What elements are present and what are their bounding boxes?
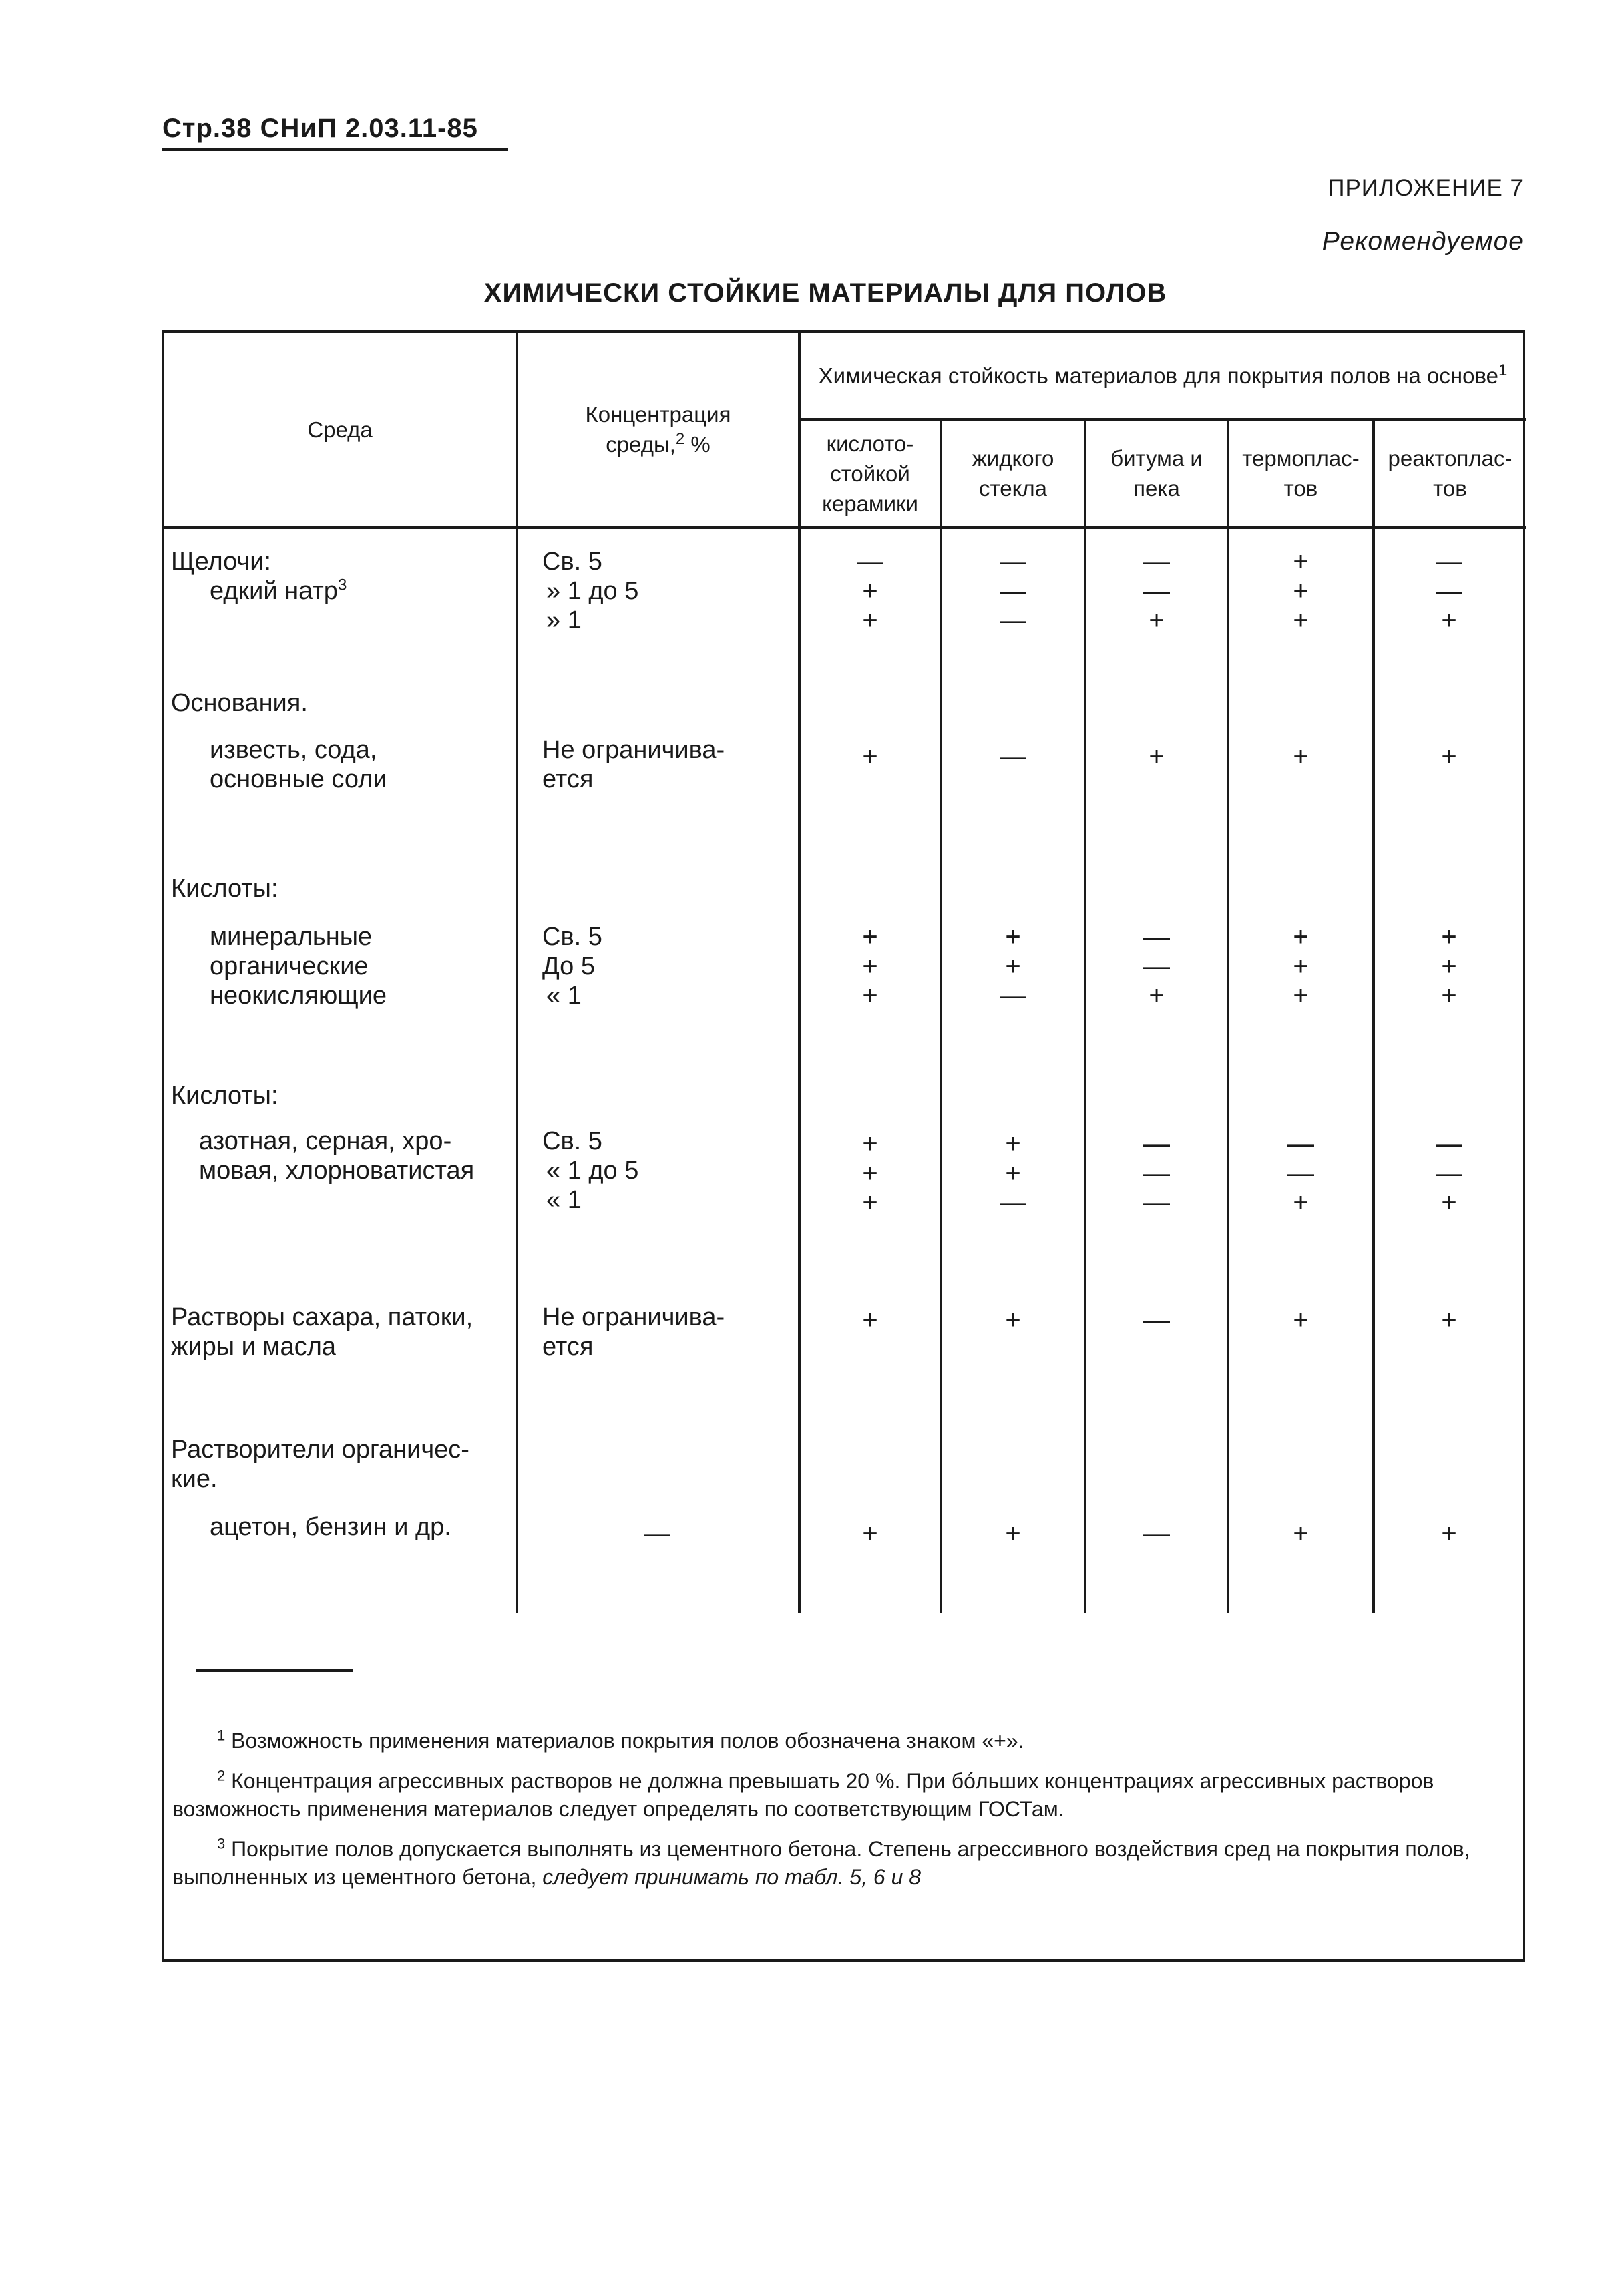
col-rule-bitumen <box>1227 418 1229 1613</box>
value-bitumen: — <box>1143 952 1170 981</box>
value-ceramic: + <box>862 1305 878 1335</box>
section-heading: Щелочи: <box>171 548 271 576</box>
col-rule-thermo <box>1372 418 1375 1613</box>
footnote-ref-3: 3 <box>337 576 347 594</box>
value-reacto: + <box>1441 981 1457 1010</box>
value-bitumen: — <box>1143 547 1170 576</box>
value-glass: — <box>1000 576 1026 606</box>
value-glass: + <box>1005 952 1021 981</box>
value-ceramic: + <box>862 742 878 771</box>
value-bitumen: — <box>1143 1519 1170 1548</box>
medium-name: Растворы сахара, патоки, <box>171 1303 473 1331</box>
value-bitumen: + <box>1149 606 1165 635</box>
concentration-value: « 1 <box>546 1186 582 1214</box>
value-thermo: — <box>1287 1159 1314 1188</box>
value-reacto: — <box>1436 576 1462 606</box>
footnote-separator <box>196 1669 353 1672</box>
recommended-label: Рекомендуемое <box>1322 227 1524 256</box>
value-glass: + <box>1005 1159 1021 1188</box>
medium-name-text: едкий натр <box>210 577 338 605</box>
header-bottom-rule <box>162 526 1526 529</box>
value-ceramic: + <box>862 576 878 606</box>
medium-name: неокисляющие <box>210 982 387 1010</box>
value-glass: — <box>1000 1188 1026 1217</box>
value-thermo: — <box>1287 1129 1314 1159</box>
header-medium: Среда <box>307 417 373 442</box>
value-ceramic: — <box>857 547 883 576</box>
value-reacto: — <box>1436 547 1462 576</box>
footnote-text-italic: следует принимать по табл. 5, 6 и 8 <box>536 1865 922 1889</box>
section-heading: Основания. <box>171 689 308 717</box>
value-reacto: + <box>1441 1305 1457 1335</box>
page-title: ХИМИЧЕСКИ СТОЙКИЕ МАТЕРИАЛЫ ДЛЯ ПОЛОВ <box>483 278 1167 308</box>
concentration-value: Не ограничива- <box>542 1303 725 1331</box>
value-bitumen: + <box>1149 981 1165 1010</box>
value-reacto: + <box>1441 606 1457 635</box>
value-thermo: + <box>1293 1305 1309 1335</box>
concentration-value: » 1 <box>546 606 582 634</box>
value-ceramic: + <box>862 1129 878 1159</box>
medium-name: азотная, серная, хро- <box>199 1127 452 1155</box>
concentration-value: ется <box>542 765 594 793</box>
value-thermo: + <box>1293 1519 1309 1548</box>
header-material-reacto: реактоплас-тов <box>1388 446 1512 501</box>
value-reacto: — <box>1436 1129 1462 1159</box>
value-reacto: + <box>1441 952 1457 981</box>
header-concentration-unit: % <box>690 432 710 457</box>
footnote-1 <box>172 1727 1514 1755</box>
value-bitumen: — <box>1143 1159 1170 1188</box>
appendix-label: ПРИЛОЖЕНИЕ 7 <box>1328 175 1524 201</box>
concentration-value: До 5 <box>542 952 595 980</box>
value-glass: + <box>1005 1519 1021 1548</box>
value-glass: — <box>1000 606 1026 635</box>
medium-name: минеральные <box>210 923 373 951</box>
concentration-value: » 1 до 5 <box>546 577 639 605</box>
footnote-text: Концентрация агрессивных растворов не должна превышать 20 %. При бóльших концентрациях агрессивных растворов возможность применения материалов следует определять по соответствующим ГОСТам. <box>172 1769 1434 1821</box>
value-ceramic: + <box>862 1519 878 1548</box>
value-bitumen: — <box>1143 922 1170 952</box>
footnote-text: Покрытие полов допускается выполнять из цементного бетона. Степень агрессивного воздействия сред на покрытия полов, выполненных из цементного бетона, <box>172 1837 1470 1889</box>
col-rule-ceramic <box>940 418 942 1613</box>
value-ceramic: + <box>862 1188 878 1217</box>
section-heading: Растворители органичес- <box>171 1436 469 1464</box>
value-thermo: + <box>1293 547 1309 576</box>
value-glass: — <box>1000 547 1026 576</box>
concentration-value: Св. 5 <box>542 548 602 576</box>
value-bitumen: — <box>1143 576 1170 606</box>
value-bitumen: + <box>1149 742 1165 771</box>
footnote-2 <box>172 1767 1514 1823</box>
value-bitumen: — <box>1143 1129 1170 1159</box>
value-thermo: + <box>1293 952 1309 981</box>
header-underline <box>162 148 508 151</box>
value-ceramic: + <box>862 1159 878 1188</box>
concentration-value: Св. 5 <box>542 1127 602 1155</box>
value-ceramic: + <box>862 606 878 635</box>
medium-name: мовая, хлорноватистая <box>199 1157 475 1185</box>
value-reacto: + <box>1441 1188 1457 1217</box>
value-glass: — <box>1000 981 1026 1010</box>
header-group-label: Химическая стойкость материалов для покрытия полов на основе <box>818 363 1498 388</box>
page-reference: Стр.38 СНиП 2.03.11-85 <box>162 114 478 143</box>
value-bitumen: — <box>1143 1305 1170 1335</box>
value-glass: + <box>1005 1129 1021 1159</box>
concentration-value: Св. 5 <box>542 923 602 951</box>
concentration-value: Не ограничива- <box>542 736 725 764</box>
concentration-value: ется <box>542 1333 594 1361</box>
concentration-value: « 1 <box>546 982 582 1010</box>
value-glass: + <box>1005 1305 1021 1335</box>
value-thermo: + <box>1293 1188 1309 1217</box>
header-material-bitumen: битума и пека <box>1110 446 1203 501</box>
medium-name: органические <box>210 952 369 980</box>
section-heading: Кислоты: <box>171 875 278 903</box>
value-ceramic: + <box>862 952 878 981</box>
footnote-ref-1: 1 <box>1498 361 1508 379</box>
concentration-value: « 1 до 5 <box>546 1157 639 1185</box>
section-heading: кие. <box>171 1465 218 1493</box>
section-heading: Кислоты: <box>171 1082 278 1110</box>
value-thermo: + <box>1293 742 1309 771</box>
medium-name <box>210 576 347 606</box>
value-thermo: + <box>1293 606 1309 635</box>
header-material-glass: жидкого стекла <box>972 446 1054 501</box>
value-reacto: + <box>1441 742 1457 771</box>
footnote-mark: 2 <box>217 1767 226 1784</box>
medium-name: основные соли <box>210 765 387 793</box>
footnote-ref-2: 2 <box>675 430 685 448</box>
value-thermo: + <box>1293 922 1309 952</box>
header-material-thermo: термоплас-тов <box>1242 446 1360 501</box>
header-concentration <box>518 333 798 526</box>
value-ceramic: + <box>862 922 878 952</box>
value-reacto: + <box>1441 922 1457 952</box>
footnote-mark: 3 <box>217 1835 226 1852</box>
header-group <box>801 333 1525 418</box>
value-reacto: — <box>1436 1159 1462 1188</box>
value-thermo: + <box>1293 981 1309 1010</box>
value-thermo: + <box>1293 576 1309 606</box>
medium-name: жиры и масла <box>171 1333 336 1361</box>
header-material-ceramic: кислото-стойкой керамики <box>822 431 918 516</box>
value-reacto: + <box>1441 1519 1457 1548</box>
col-rule-glass <box>1084 418 1086 1613</box>
footnote-3 <box>172 1835 1514 1891</box>
value-bitumen: — <box>1143 1188 1170 1217</box>
value-glass: + <box>1005 922 1021 952</box>
value-glass: — <box>1000 742 1026 771</box>
medium-name: ацетон, бензин и др. <box>210 1513 451 1541</box>
concentration-value: — <box>644 1519 670 1548</box>
footnote-mark: 1 <box>217 1727 226 1744</box>
medium-name: известь, сода, <box>210 736 377 764</box>
header-concentration-label: Концентрация среды, <box>585 402 731 457</box>
value-ceramic: + <box>862 981 878 1010</box>
footnote-text: Возможность применения материалов покрытия полов обозначена знаком «+». <box>231 1729 1024 1753</box>
